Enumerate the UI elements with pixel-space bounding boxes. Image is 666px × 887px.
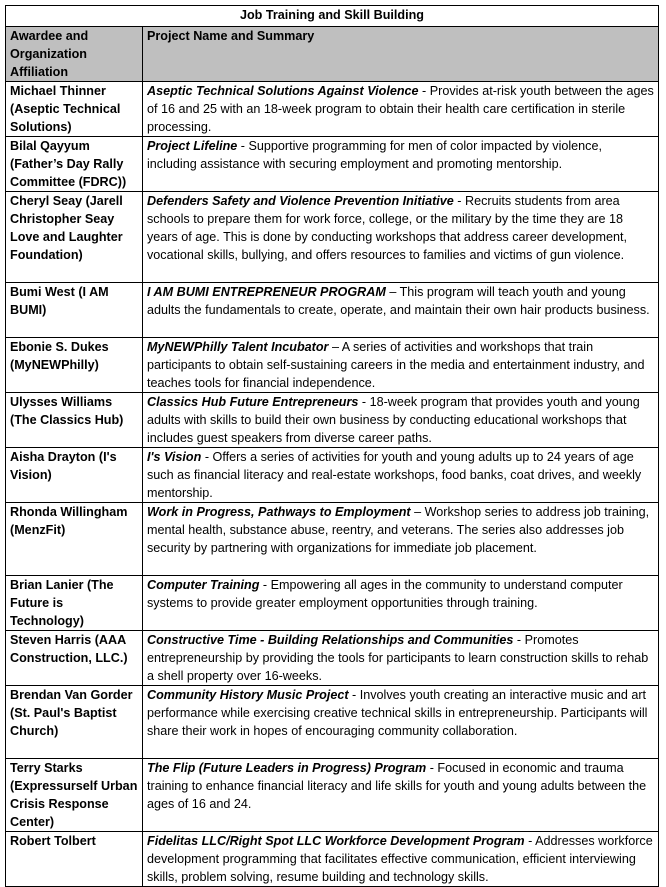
project-summary: Focused in economic and trauma training to enhance financial literacy and life skills for youth and young adults between the ages of 16 and 24.	[147, 761, 647, 811]
job-training-table	[5, 5, 659, 887]
project-cell	[143, 631, 659, 686]
project-separator: -	[426, 761, 438, 775]
table-row	[6, 503, 659, 576]
project-name: I AM BUMI ENTREPRENEUR PROGRAM	[147, 285, 386, 299]
project-name: Defenders Safety and Violence Prevention Initiative	[147, 194, 454, 208]
project-summary: Involves youth creating an interactive music and art performance while exercising creative technical skills in entrepreneurship. Participants will share their work in hopes of encouraging community collaboration.	[147, 688, 648, 738]
project-cell	[143, 576, 659, 631]
project-name: Work in Progress, Pathways to Employment	[147, 505, 411, 519]
project-cell	[143, 393, 659, 448]
awardee-cell: Bilal Qayyum (Father’s Day Rally Committee (FDRC))	[6, 137, 143, 192]
project-cell	[143, 338, 659, 393]
project-cell	[143, 503, 659, 576]
table-row	[6, 576, 659, 631]
table-row	[6, 338, 659, 393]
project-name: Classics Hub Future Entrepreneurs	[147, 395, 359, 409]
project-name: Aseptic Technical Solutions Against Violence	[147, 84, 419, 98]
project-summary: Recruits students from area schools to prepare them for work force, college, or the military by the time they are 18 years of age. This is done by conducting workshops that address career development, vocational skills, bullying, and offers resources to families and victims of gun violence.	[147, 194, 628, 262]
project-name: I's Vision	[147, 450, 202, 464]
header-awardee: Awardee and Organization Affiliation	[6, 27, 143, 82]
awardee-cell: Terry Starks (Expressurself Urban Crisis Response Center)	[6, 759, 143, 832]
project-summary: Workshop series to address job training, mental health, substance abuse, reentry, and veterans. The series also addresses job security by partnering with organizations for immediate job placement.	[147, 505, 650, 555]
awardee-cell: Robert Tolbert	[6, 832, 143, 887]
table-row	[6, 631, 659, 686]
project-summary: 18-week program that provides youth and young adults with skills to build their own business by conducting educational workshops that includes guest speakers from diverse career paths.	[147, 395, 640, 445]
project-name: The Flip (Future Leaders in Progress) Program	[147, 761, 427, 775]
project-summary: Addresses workforce development programming that facilitates effective communication, efficient interviewing skills, problem solving, resume building and technology skills.	[147, 834, 653, 884]
awardee-cell: Ebonie S. Dukes (MyNEWPhilly)	[6, 338, 143, 393]
project-name: MyNEWPhilly Talent Incubator	[147, 340, 329, 354]
project-separator: -	[418, 84, 430, 98]
project-separator: –	[410, 505, 425, 519]
table-row	[6, 137, 659, 192]
header-project: Project Name and Summary	[143, 27, 659, 82]
project-name: Constructive Time - Building Relationships and Communities	[147, 633, 514, 647]
table-row	[6, 393, 659, 448]
project-separator: –	[328, 340, 342, 354]
project-separator: -	[358, 395, 370, 409]
project-cell	[143, 137, 659, 192]
table-row	[6, 192, 659, 283]
project-summary: A series of activities and workshops that train participants to obtain self-sustaining careers in the media and entertainment industry, and teaches tools for financial independence.	[147, 340, 645, 390]
awardee-cell: Brian Lanier (The Future is Technology)	[6, 576, 143, 631]
awardee-cell: Steven Harris (AAA Construction, LLC.)	[6, 631, 143, 686]
table-title-row	[6, 6, 659, 27]
project-cell	[143, 283, 659, 338]
project-summary: Offers a series of activities for youth and young adults up to 24 years of age such as financial literacy and real-estate workshops, food banks, coat drives, and weekly mentorship.	[147, 450, 642, 500]
table-row	[6, 448, 659, 503]
project-name: Computer Training	[147, 578, 260, 592]
project-cell	[143, 686, 659, 759]
table-row	[6, 832, 659, 887]
awardee-cell: Michael Thinner (Aseptic Technical Solutions)	[6, 82, 143, 137]
table-row	[6, 82, 659, 137]
project-separator: -	[259, 578, 271, 592]
project-summary: This program will teach youth and young adults the fundamentals to create, operate, and maintain their own hair products business.	[147, 285, 650, 317]
awardee-cell: Aisha Drayton (I's Vision)	[6, 448, 143, 503]
project-cell	[143, 448, 659, 503]
project-separator: -	[237, 139, 249, 153]
project-summary: Empowering all ages in the community to understand computer systems to provide greater employment opportunities through training.	[147, 578, 623, 610]
awardee-cell: Brendan Van Gorder (St. Paul's Baptist Church)	[6, 686, 143, 759]
project-cell	[143, 832, 659, 887]
table-body	[6, 82, 659, 887]
project-summary: Supportive programming for men of color impacted by violence, including assistance with securing employment and promoting mentorship.	[147, 139, 602, 171]
project-separator: -	[524, 834, 536, 848]
awardee-cell: Cheryl Seay (Jarell Christopher Seay Love and Laughter Foundation)	[6, 192, 143, 283]
project-cell	[143, 82, 659, 137]
project-name: Fidelitas LLC/Right Spot LLC Workforce Development Program	[147, 834, 525, 848]
project-summary: Promotes entrepreneurship by providing the tools for participants to learn construction skills to rehab a shell property over 16-weeks.	[147, 633, 649, 683]
awardee-cell: Rhonda Willingham (MenzFit)	[6, 503, 143, 576]
table-row	[6, 686, 659, 759]
project-summary: Provides at-risk youth between the ages of 16 and 25 with an 18-week program to obtain their health care certification in sterile processing.	[147, 84, 654, 134]
table-title: Job Training and Skill Building	[6, 6, 659, 27]
project-separator: –	[385, 285, 400, 299]
awardee-cell: Bumi West (I AM BUMI)	[6, 283, 143, 338]
project-separator: -	[348, 688, 360, 702]
project-cell	[143, 759, 659, 832]
project-cell	[143, 192, 659, 283]
project-separator: -	[453, 194, 465, 208]
project-separator: -	[513, 633, 525, 647]
awardee-cell: Ulysses Williams (The Classics Hub)	[6, 393, 143, 448]
table-header-row	[6, 27, 659, 82]
project-name: Project Lifeline	[147, 139, 238, 153]
table-row	[6, 283, 659, 338]
document-page	[5, 5, 658, 887]
project-name: Community History Music Project	[147, 688, 349, 702]
project-separator: -	[201, 450, 213, 464]
table-row	[6, 759, 659, 832]
